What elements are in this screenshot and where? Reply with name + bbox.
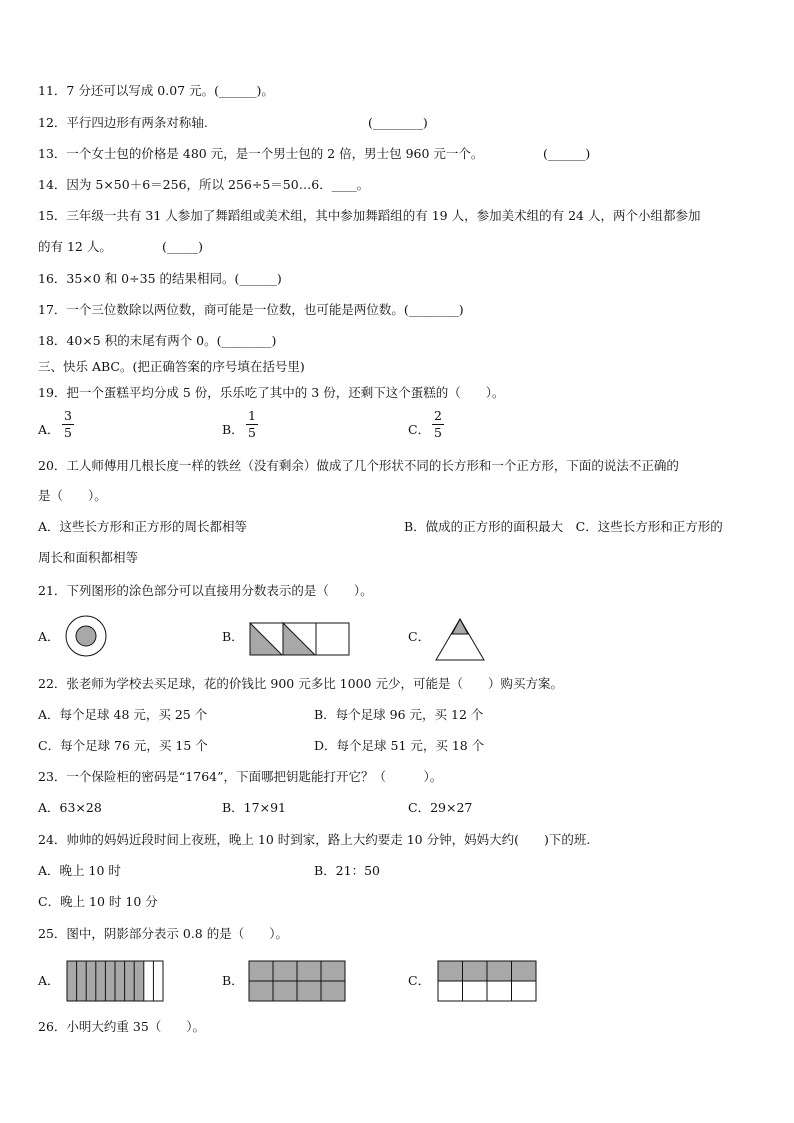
section-3-title: 三、快乐 ABC。(把正确答案的序号填在括号里) <box>38 359 305 374</box>
q19-b-denominator: 5 <box>248 425 256 440</box>
q24-option-b: B．21：50 <box>314 863 380 878</box>
q19-a-numerator: 3 <box>64 408 72 423</box>
question-17-text: 17．一个三位数除以两位数，商可能是一位数，也可能是两位数。(________) <box>38 302 464 317</box>
question-11-blank: (______)。 <box>214 83 274 98</box>
q24-option-a: A．晚上 10 时 <box>38 863 121 878</box>
question-13-text: 13．一个女士包的价格是 480 元，是一个男士包的 2 倍，男士包 960 元一个。 <box>38 146 484 161</box>
question-19-text: 19．把一个蛋糕平均分成 5 份，乐乐吃了其中的 3 份，还剩下这个蛋糕的（ ）。 <box>38 385 505 400</box>
q19-option-c-label: C． <box>408 422 431 437</box>
q19-option-a-fraction <box>62 409 74 440</box>
q19-a-denominator: 5 <box>64 425 72 440</box>
q19-c-denominator: 5 <box>434 425 442 440</box>
q21-option-a-label: A． <box>38 629 60 644</box>
q19-b-numerator: 1 <box>248 408 256 423</box>
q25-option-a-label: A． <box>38 973 60 988</box>
question-16-text: 16．35×0 和 0÷35 的结果相同。(______) <box>38 271 282 286</box>
q19-option-a-label: A． <box>38 422 60 437</box>
question-14-text: 14．因为 5×50＋6＝256，所以 256÷5＝50…6．____。 <box>38 177 370 192</box>
question-20-line-1: 20．工人师傅用几根长度一样的铁丝（没有剩余）做成了几个形状不同的长方形和一个正方形，下面的说法不正确的 <box>38 458 679 473</box>
q22-option-a: A．每个足球 48 元，买 25 个 <box>38 707 208 722</box>
question-18-text: 18．40×5 积的末尾有两个 0。(________) <box>38 333 277 348</box>
q21-ring-figure <box>64 614 108 658</box>
q25-half-grid-figure <box>437 960 537 1002</box>
question-23-text: 23．一个保险柜的密码是“1764”，下面哪把钥匙能打开它？（ ）。 <box>38 769 443 784</box>
q20-option-a: A．这些长方形和正方形的周长都相等 <box>38 519 248 534</box>
q20-option-b-c: B．做成的正方形的面积最大 C．这些长方形和正方形的 <box>404 519 723 534</box>
q19-c-numerator: 2 <box>434 408 442 423</box>
question-21-text: 21．下列图形的涂色部分可以直接用分数表示的是（ ）。 <box>38 583 373 598</box>
q22-option-c: C．每个足球 76 元，买 15 个 <box>38 738 208 753</box>
q21-squares-figure <box>249 622 351 656</box>
q23-option-c: C．29×27 <box>408 800 473 815</box>
question-20-line-2: 是（ ）。 <box>38 488 107 503</box>
q21-triangle-figure <box>435 618 487 662</box>
question-13-blank: (______) <box>543 146 591 161</box>
q20-option-c-continued: 周长和面积都相等 <box>38 550 139 565</box>
q22-option-d: D．每个足球 51 元，买 18 个 <box>314 738 485 753</box>
question-15-line-1: 15．三年级一共有 31 人参加了舞蹈组或美术组，其中参加舞蹈组的有 19 人，参加美术组的有 24 人，两个小组都参加 <box>38 208 701 223</box>
q21-option-c-label: C． <box>408 629 431 644</box>
question-25-text: 25．图中，阴影部分表示 0.8 的是（ ）。 <box>38 926 288 941</box>
q23-option-a: A．63×28 <box>38 800 102 815</box>
q19-option-b-label: B． <box>222 422 244 437</box>
question-12-text: 12．平行四边形有两条对称轴. <box>38 115 208 130</box>
q21-option-b-label: B． <box>222 629 244 644</box>
question-11 <box>38 83 274 99</box>
q25-strips-figure <box>66 960 164 1002</box>
question-22-text: 22．张老师为学校去买足球，花的价钱比 900 元多比 1000 元少，可能是（ ）购买方案。 <box>38 676 563 691</box>
question-12-blank: (________) <box>368 115 428 130</box>
q25-full-grid-figure <box>248 960 346 1002</box>
q23-option-b: B．17×91 <box>222 800 286 815</box>
q25-option-b-label: B． <box>222 973 244 988</box>
question-24-text: 24．帅帅的妈妈近段时间上夜班，晚上 10 时到家，路上大约要走 10 分钟，妈妈大约( )下的班. <box>38 832 591 847</box>
question-15-line-2: 的有 12 人。 <box>38 239 112 254</box>
q22-option-b: B．每个足球 96 元，买 12 个 <box>314 707 484 722</box>
q19-option-c-fraction <box>432 409 444 440</box>
q24-option-c: C．晚上 10 时 10 分 <box>38 894 158 909</box>
question-26-text: 26．小明大约重 35（ ）。 <box>38 1019 206 1034</box>
q25-option-c-label: C． <box>408 973 431 988</box>
question-15-blank: (_____) <box>162 239 204 254</box>
question-11-text: 11．7 分还可以写成 0.07 元。 <box>38 83 215 98</box>
q19-option-b-fraction <box>246 409 258 440</box>
